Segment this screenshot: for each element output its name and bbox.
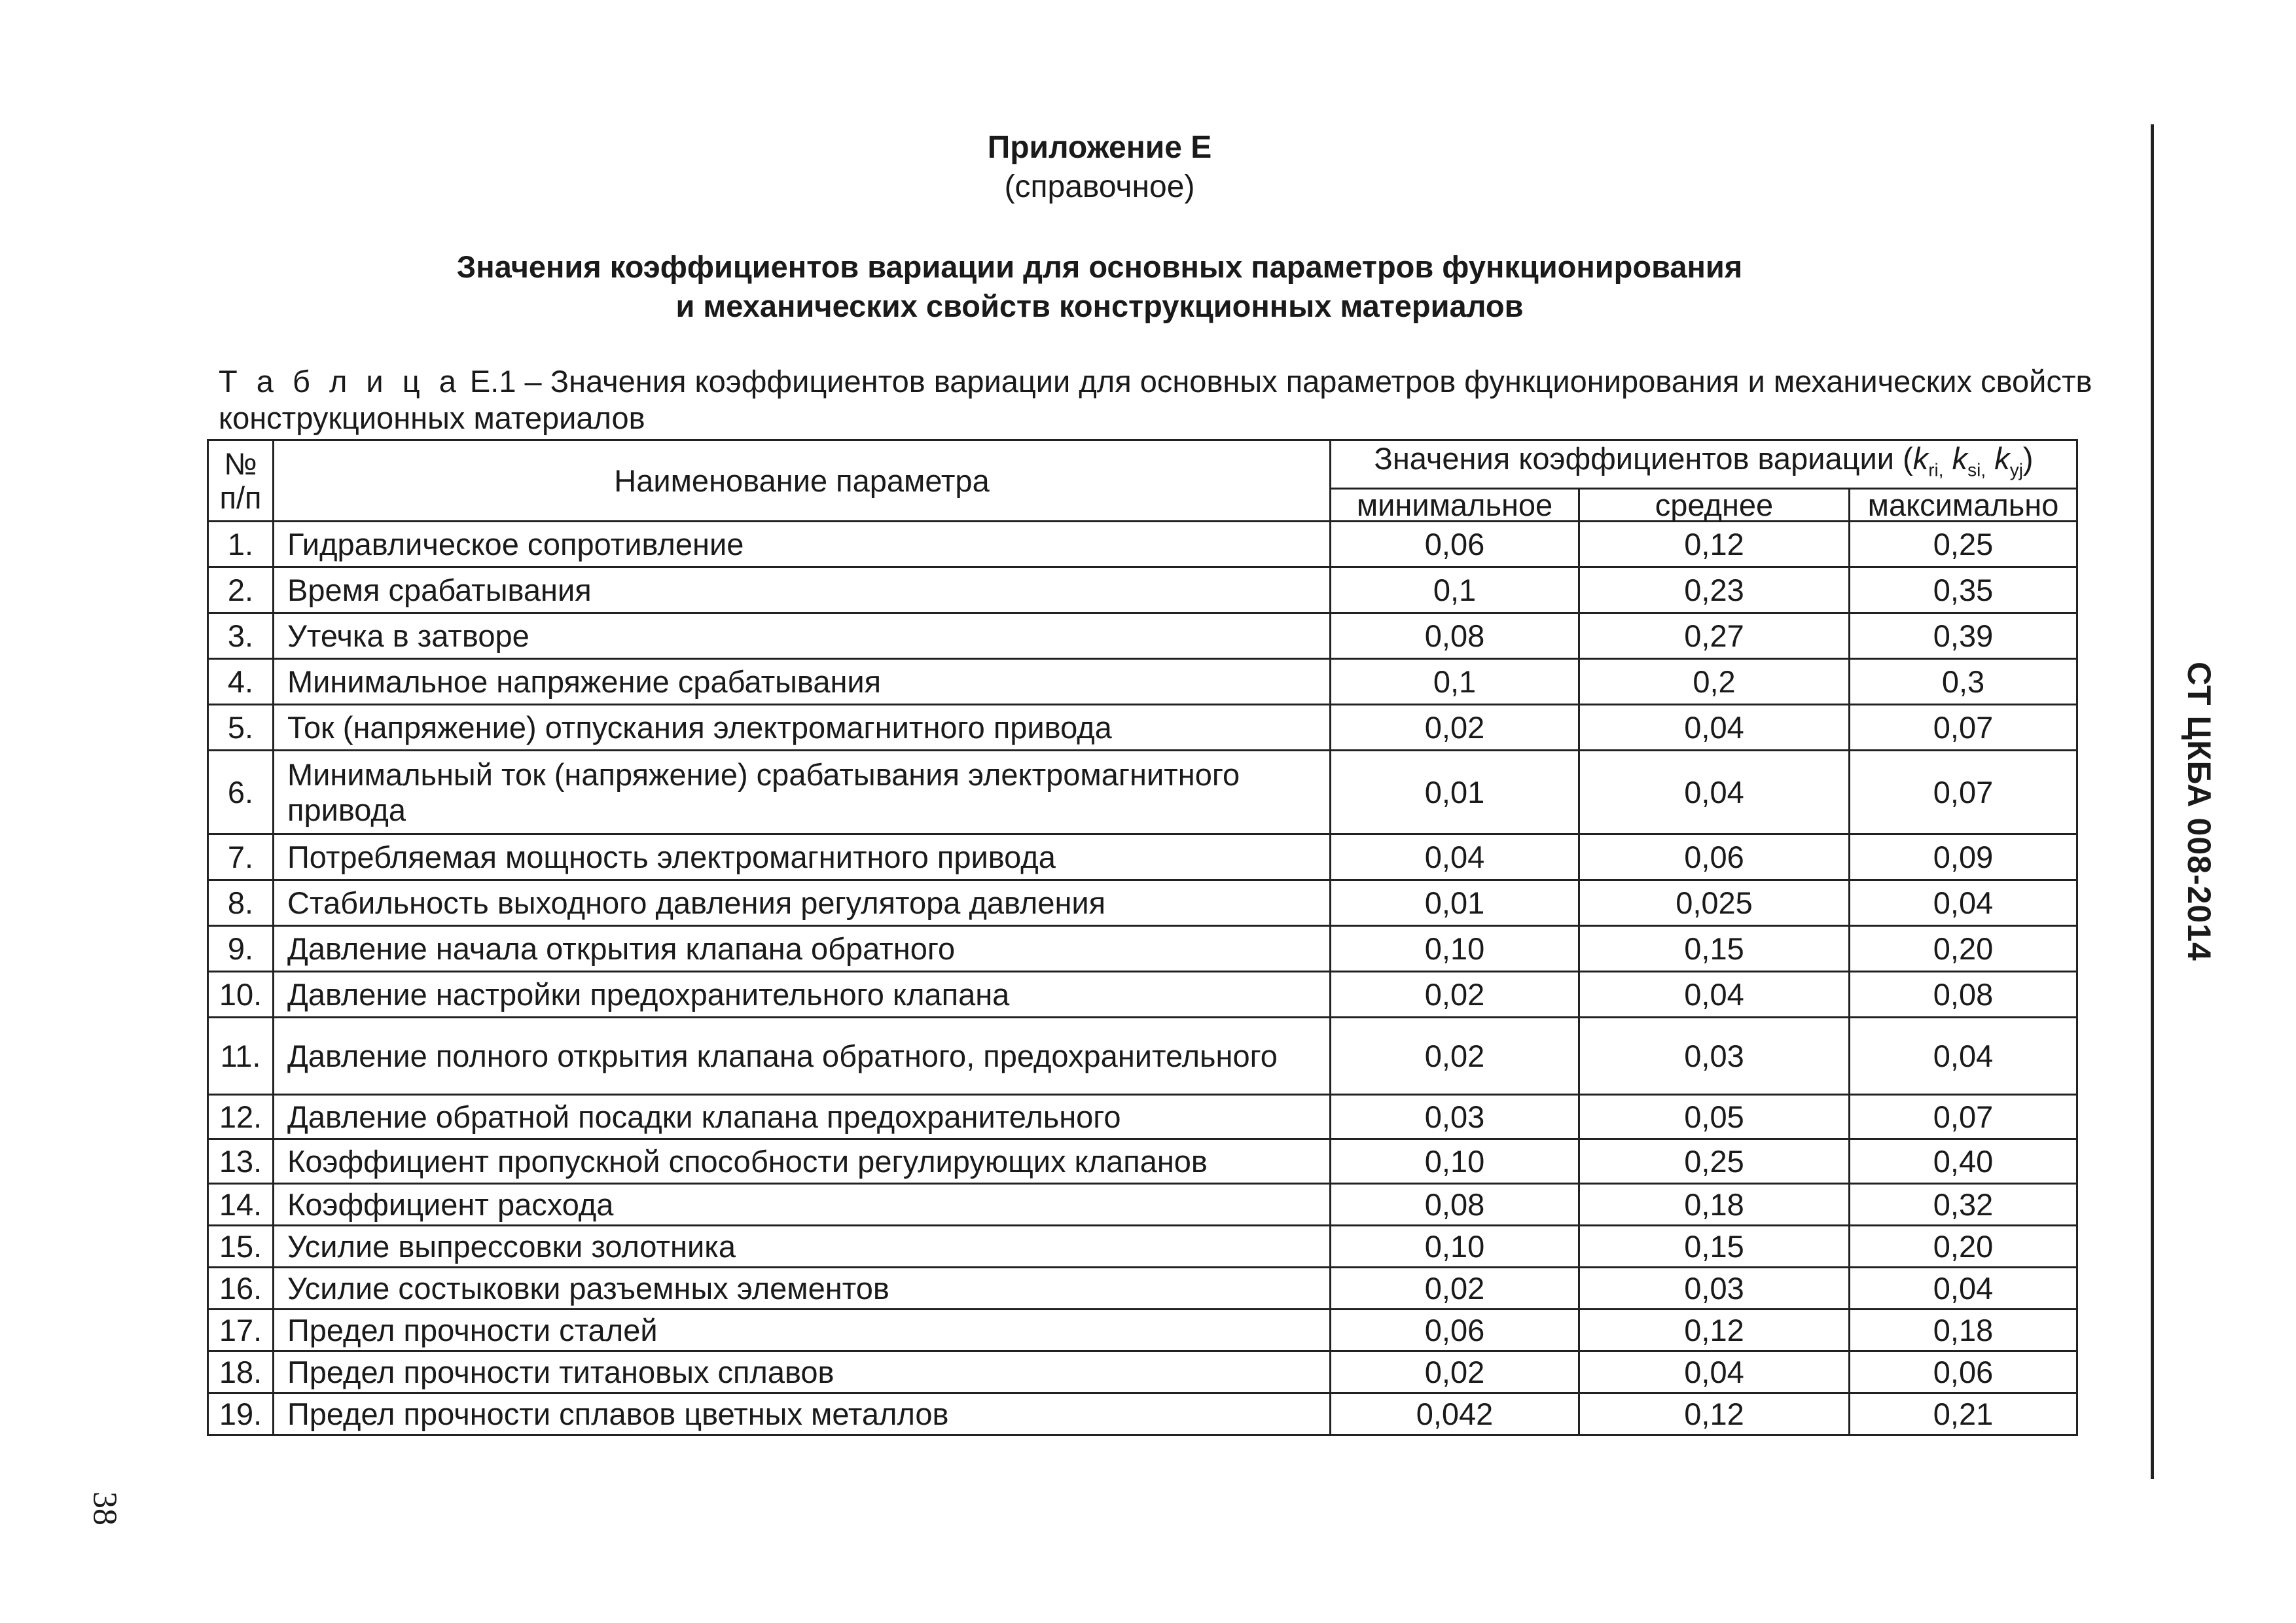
- header-k-r-sub: ri,: [1928, 459, 1944, 480]
- cell-min: 0,08: [1331, 1184, 1579, 1226]
- cell-max: 0,21: [1850, 1393, 2077, 1435]
- cell-max: 0,07: [1850, 751, 2077, 834]
- document-heading: [0, 247, 2199, 326]
- header-avg: среднее: [1579, 489, 1850, 522]
- cell-min: 0,04: [1331, 834, 1579, 880]
- cell-max: 0,39: [1850, 613, 2077, 659]
- cell-min: 0,06: [1331, 1310, 1579, 1351]
- cell-num: 8.: [208, 880, 274, 926]
- table-row: [208, 1351, 2077, 1393]
- caption-label: Т а б л и ц а: [219, 364, 461, 399]
- cell-max: 0,40: [1850, 1139, 2077, 1184]
- side-rule: [2151, 124, 2154, 1479]
- cell-avg: 0,04: [1579, 705, 1850, 751]
- cell-max: 0,09: [1850, 834, 2077, 880]
- table-row: [208, 751, 2077, 834]
- cell-num: 19.: [208, 1393, 274, 1435]
- cell-num: 9.: [208, 926, 274, 972]
- cell-avg: 0,18: [1579, 1184, 1850, 1226]
- cell-max: 0,07: [1850, 705, 2077, 751]
- cell-min: 0,042: [1331, 1393, 1579, 1435]
- page-number: 38: [86, 1491, 124, 1525]
- header-group-prefix: Значения коэффициентов вариации (: [1374, 441, 1913, 476]
- cell-min: 0,02: [1331, 1018, 1579, 1095]
- document-code: СТ ЦКБА 008-2014: [2181, 662, 2217, 961]
- cell-min: 0,06: [1331, 522, 1579, 567]
- cell-max: 0,3: [1850, 659, 2077, 705]
- cell-num: 16.: [208, 1268, 274, 1310]
- cell-num: 4.: [208, 659, 274, 705]
- cell-name: Давление обратной посадки клапана предохранительного: [274, 1095, 1331, 1139]
- header-max: максимально: [1850, 489, 2077, 522]
- cell-num: 17.: [208, 1310, 274, 1351]
- cell-min: 0,02: [1331, 1351, 1579, 1393]
- cell-avg: 0,04: [1579, 972, 1850, 1018]
- table-row: [208, 659, 2077, 705]
- cell-min: 0,01: [1331, 751, 1579, 834]
- cell-name: Гидравлическое сопротивление: [274, 522, 1331, 567]
- table-row: [208, 1018, 2077, 1095]
- cell-num: 5.: [208, 705, 274, 751]
- header-k-s: k: [1952, 441, 1968, 476]
- coefficients-table: [207, 439, 2078, 1436]
- cell-name: Давление полного открытия клапана обратного, предохранительного: [274, 1018, 1331, 1095]
- cell-name: Время срабатывания: [274, 567, 1331, 613]
- table-row: [208, 1139, 2077, 1184]
- cell-min: 0,02: [1331, 972, 1579, 1018]
- cell-name: Давление начала открытия клапана обратного: [274, 926, 1331, 972]
- table-row: [208, 705, 2077, 751]
- cell-name: Коэффициент пропускной способности регулирующих клапанов: [274, 1139, 1331, 1184]
- cell-num: 6.: [208, 751, 274, 834]
- cell-num: 18.: [208, 1351, 274, 1393]
- cell-num: 1.: [208, 522, 274, 567]
- cell-num: 10.: [208, 972, 274, 1018]
- cell-name: Минимальный ток (напряжение) срабатывания электромагнитного привода: [274, 751, 1331, 834]
- cell-name: Потребляемая мощность электромагнитного привода: [274, 834, 1331, 880]
- cell-name: Усилие выпрессовки золотника: [274, 1226, 1331, 1268]
- header-k-y: k: [1994, 441, 2010, 476]
- table-row: [208, 972, 2077, 1018]
- cell-num: 3.: [208, 613, 274, 659]
- cell-num: 15.: [208, 1226, 274, 1268]
- header-group-suffix: ): [2022, 441, 2034, 476]
- cell-min: 0,10: [1331, 926, 1579, 972]
- header-min: минимальное: [1331, 489, 1579, 522]
- cell-min: 0,02: [1331, 1268, 1579, 1310]
- header-num: № п/п: [208, 440, 274, 522]
- cell-name: Стабильность выходного давления регулятора давления: [274, 880, 1331, 926]
- header-k-y-sub: yj: [2009, 459, 2023, 480]
- cell-name: Минимальное напряжение срабатывания: [274, 659, 1331, 705]
- cell-max: 0,04: [1850, 880, 2077, 926]
- cell-name: Утечка в затворе: [274, 613, 1331, 659]
- table-row: [208, 1310, 2077, 1351]
- cell-max: 0,04: [1850, 1018, 2077, 1095]
- cell-name: Усилие состыковки разъемных элементов: [274, 1268, 1331, 1310]
- cell-avg: 0,04: [1579, 751, 1850, 834]
- cell-max: 0,04: [1850, 1268, 2077, 1310]
- header-coefficients-group: [1331, 440, 2077, 489]
- cell-name: Коэффициент расхода: [274, 1184, 1331, 1226]
- cell-min: 0,08: [1331, 613, 1579, 659]
- cell-min: 0,1: [1331, 659, 1579, 705]
- cell-avg: 0,05: [1579, 1095, 1850, 1139]
- table-row: [208, 1095, 2077, 1139]
- table-row: [208, 880, 2077, 926]
- table-row: [208, 926, 2077, 972]
- heading-line-2: и механических свойств конструкционных материалов: [675, 289, 1524, 323]
- cell-name: Предел прочности сталей: [274, 1310, 1331, 1351]
- cell-num: 7.: [208, 834, 274, 880]
- table-row: [208, 1184, 2077, 1226]
- cell-name: Ток (напряжение) отпускания электромагнитного привода: [274, 705, 1331, 751]
- cell-avg: 0,15: [1579, 926, 1850, 972]
- table-row: [208, 834, 2077, 880]
- header-k-s-sub: si,: [1967, 459, 1986, 480]
- cell-avg: 0,03: [1579, 1268, 1850, 1310]
- appendix-title: Приложение Е: [987, 130, 1212, 165]
- cell-max: 0,08: [1850, 972, 2077, 1018]
- cell-max: 0,25: [1850, 522, 2077, 567]
- cell-min: 0,03: [1331, 1095, 1579, 1139]
- cell-min: 0,10: [1331, 1226, 1579, 1268]
- cell-avg: 0,12: [1579, 522, 1850, 567]
- cell-max: 0,20: [1850, 1226, 2077, 1268]
- cell-num: 11.: [208, 1018, 274, 1095]
- table-row: [208, 1268, 2077, 1310]
- table-row: [208, 1393, 2077, 1435]
- cell-max: 0,06: [1850, 1351, 2077, 1393]
- heading-line-1: Значения коэффициентов вариации для основных параметров функционирования: [456, 249, 1743, 284]
- cell-avg: 0,2: [1579, 659, 1850, 705]
- cell-name: Давление настройки предохранительного клапана: [274, 972, 1331, 1018]
- cell-name: Предел прочности сплавов цветных металлов: [274, 1393, 1331, 1435]
- cell-max: 0,18: [1850, 1310, 2077, 1351]
- cell-num: 13.: [208, 1139, 274, 1184]
- cell-num: 12.: [208, 1095, 274, 1139]
- table-row: [208, 1226, 2077, 1268]
- cell-num: 14.: [208, 1184, 274, 1226]
- cell-min: 0,10: [1331, 1139, 1579, 1184]
- table-body: [208, 522, 2077, 1435]
- table-row: [208, 613, 2077, 659]
- cell-min: 0,1: [1331, 567, 1579, 613]
- cell-min: 0,02: [1331, 705, 1579, 751]
- cell-avg: 0,23: [1579, 567, 1850, 613]
- cell-avg: 0,04: [1579, 1351, 1850, 1393]
- table-caption: [219, 363, 2117, 437]
- table-row: [208, 567, 2077, 613]
- cell-avg: 0,25: [1579, 1139, 1850, 1184]
- header-k-r: k: [1912, 441, 1929, 476]
- cell-avg: 0,025: [1579, 880, 1850, 926]
- cell-avg: 0,06: [1579, 834, 1850, 880]
- appendix-subtitle: (справочное): [1004, 169, 1195, 204]
- cell-max: 0,32: [1850, 1184, 2077, 1226]
- cell-max: 0,20: [1850, 926, 2077, 972]
- cell-max: 0,35: [1850, 567, 2077, 613]
- cell-num: 2.: [208, 567, 274, 613]
- cell-avg: 0,15: [1579, 1226, 1850, 1268]
- cell-avg: 0,27: [1579, 613, 1850, 659]
- cell-avg: 0,03: [1579, 1018, 1850, 1095]
- header-name: Наименование параметра: [274, 440, 1331, 522]
- cell-avg: 0,12: [1579, 1393, 1850, 1435]
- cell-name: Предел прочности титановых сплавов: [274, 1351, 1331, 1393]
- cell-max: 0,07: [1850, 1095, 2077, 1139]
- cell-avg: 0,12: [1579, 1310, 1850, 1351]
- table-row: [208, 522, 2077, 567]
- cell-min: 0,01: [1331, 880, 1579, 926]
- caption-text: Е.1 – Значения коэффициентов вариации для основных параметров функционирования и механических свойств конструкционных материалов: [219, 364, 2092, 435]
